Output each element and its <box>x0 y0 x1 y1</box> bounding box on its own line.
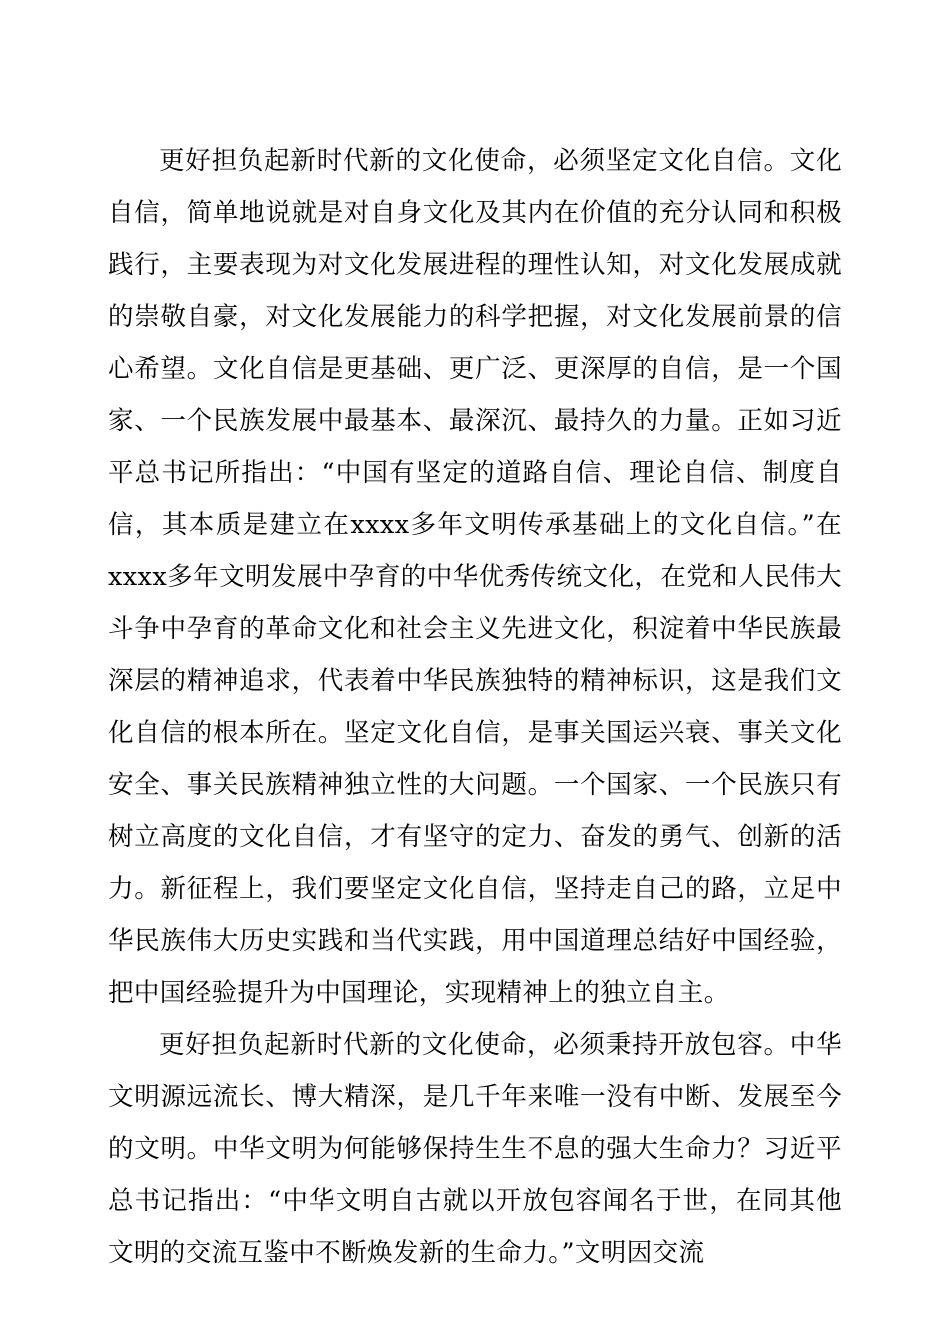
document-body <box>108 135 842 1279</box>
paragraph: 更好担负起新时代新的文化使命，必须坚定文化自信。文化自信，简单地说就是对自身文化及其内在价值的充分认同和积极践行，主要表现为对文化发展进程的理性认知，对文化发展成就的崇敬自豪，对文化发展能力的科学把握，对文化发展前景的信心希望。文化自信是更基础、更广泛、更深厚的自信，是一个国家、一个民族发展中最基本、最深沉、最持久的力量。正如习近平总书记所指出：“中国有坚定的道路自信、理论自信、制度自信，其本质是建立在xxxx多年文明传承基础上的文化自信。”在xxxx多年文明发展中孕育的中华优秀传统文化，在党和人民伟大斗争中孕育的革命文化和社会主义先进文化，积淀着中华民族最深层的精神追求，代表着中华民族独特的精神标识，这是我们文化自信的根本所在。坚定文化自信，是事关国运兴衰、事关文化安全、事关民族精神独立性的大问题。一个国家、一个民族只有树立高度的文化自信，才有坚守的定力、奋发的勇气、创新的活力。新征程上，我们要坚定文化自信，坚持走自己的路，立足中华民族伟大历史实践和当代实践，用中国道理总结好中国经验，把中国经验提升为中国理论，实现精神上的独立自主。 <box>108 146 842 1008</box>
paragraph: 更好担负起新时代新的文化使命，必须秉持开放包容。中华文明源远流长、博大精深，是几千年来唯一没有中断、发展至今的文明。中华文明为何能够保持生生不息的强大生命力？习近平总书记指出：“中华文明自古就以开放包容闻名于世，在同其他文明的交流互鉴中不断焕发新的生命力。”文明因交流 <box>108 1030 842 1268</box>
